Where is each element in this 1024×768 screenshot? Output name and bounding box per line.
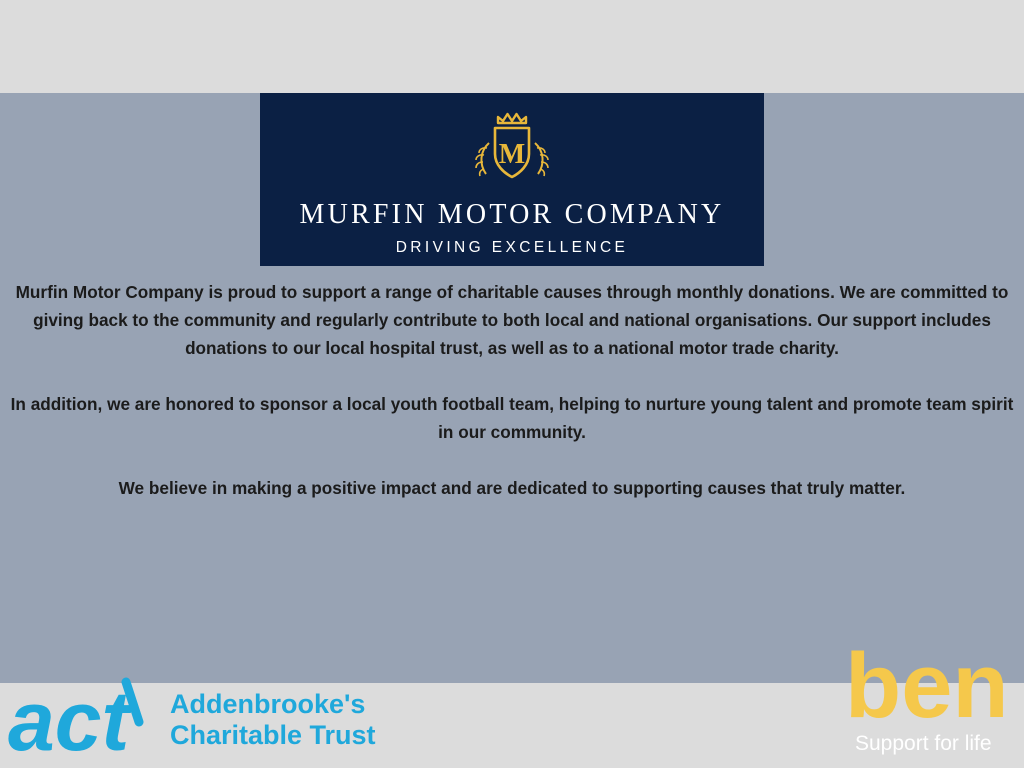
paragraph-spacer [0,362,1024,390]
paragraph-3: We believe in making a positive impact and are dedicated to supporting causes that truly matter. [118,478,906,498]
act-name [170,689,376,751]
ben-wordmark-icon [845,645,1020,730]
murfin-logo-banner [260,93,764,266]
shield-crown-laurel-icon [442,107,582,193]
partner-logo-act [6,665,426,768]
ben-tagline: Support for life [855,732,992,755]
company-name: MURFIN MOTOR COMPANY [299,199,725,230]
body-copy [0,278,1024,502]
content-panel [0,93,1024,768]
paragraph-2: In addition, we are honored to sponsor a local youth football team, helping to nurture young talent and promote team spirit in our community. [10,394,1014,442]
act-name-line-1: Addenbrooke's [170,689,366,719]
act-name-line-2: Charitable Trust [170,720,376,750]
svg-text:ben: ben [845,645,1009,730]
paragraph-spacer [0,446,1024,474]
company-tagline: DRIVING EXCELLENCE [395,239,629,256]
svg-text:act: act [8,674,130,768]
act-wordmark-icon [6,670,166,768]
svg-text:M: M [498,139,526,170]
partner-logo-ben [845,645,1020,768]
paragraph-1: Murfin Motor Company is proud to support a range of charitable causes through monthly donations. We are committed to giving back to the community and regularly contribute to both local and national organisations. Our support includes donations to our local hospital trust, as well as to a national motor trade charity. [15,282,1009,358]
